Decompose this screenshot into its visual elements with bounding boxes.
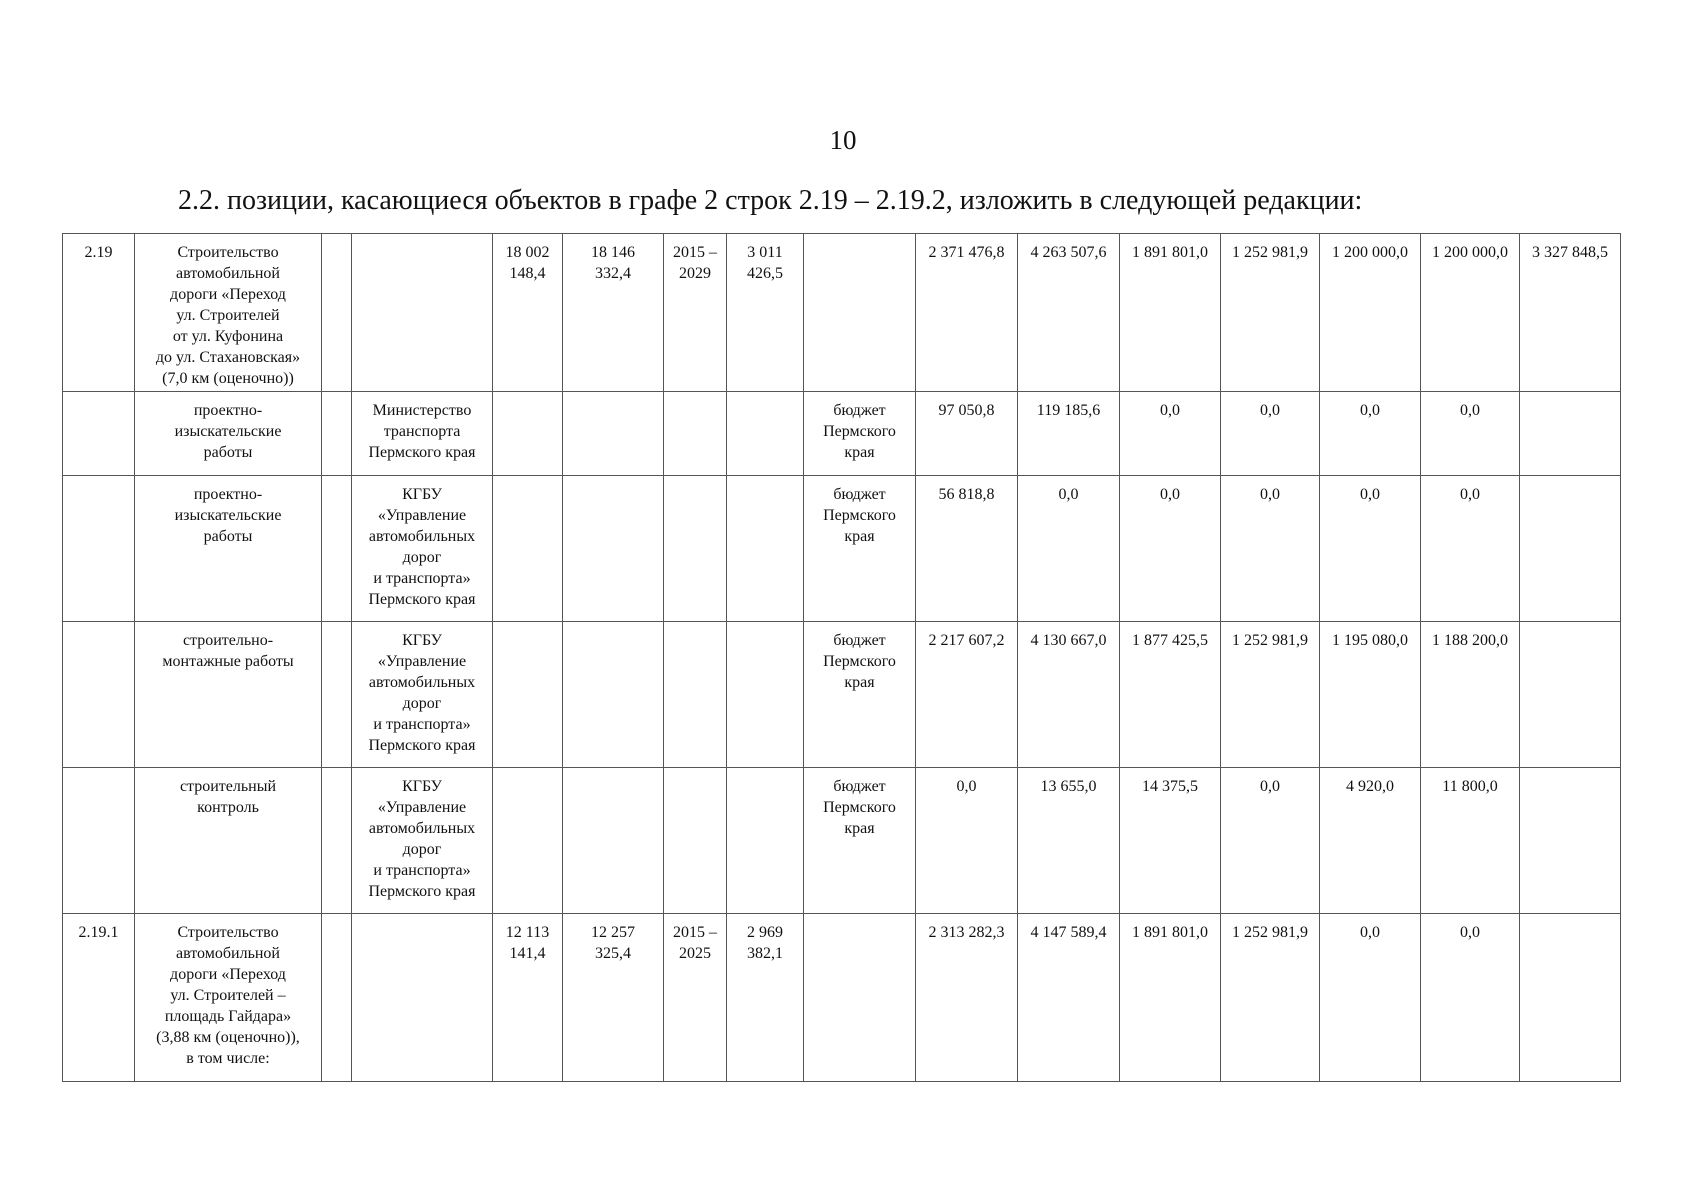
amount-cell-1: 2 217 607,2 bbox=[916, 622, 1018, 768]
object-name-cell bbox=[135, 476, 322, 622]
amount-cell-5: 0,0 bbox=[1320, 392, 1421, 476]
period-cell bbox=[664, 622, 727, 768]
blank-cell bbox=[322, 768, 352, 914]
cell-line: Строительство bbox=[177, 924, 279, 941]
amount-cell-7 bbox=[1520, 622, 1621, 768]
cell-line: дорог bbox=[402, 695, 442, 712]
cell-line: работы bbox=[203, 528, 253, 545]
cell-line: автомобильных bbox=[368, 528, 476, 545]
cell-line: изыскательские bbox=[174, 423, 282, 440]
cell-line: автомобильных bbox=[368, 820, 476, 837]
remaining-cost-cell bbox=[727, 768, 804, 914]
cell-line: контроль bbox=[197, 799, 259, 816]
remaining-cost-cell bbox=[727, 914, 804, 1082]
cell-line: и транспорта» bbox=[373, 862, 471, 879]
total-cost-cell bbox=[563, 622, 664, 768]
total-cost-cell bbox=[563, 476, 664, 622]
period-cell bbox=[664, 392, 727, 476]
blank-cell bbox=[322, 234, 352, 392]
cell-line: 332,4 bbox=[595, 265, 631, 282]
amount-cell-3: 1 877 425,5 bbox=[1120, 622, 1221, 768]
amount-cell-2: 4 263 507,6 bbox=[1018, 234, 1120, 392]
page-number: 10 bbox=[829, 125, 857, 155]
amount-cell-2: 0,0 bbox=[1018, 476, 1120, 622]
cell-line: работы bbox=[203, 444, 253, 461]
object-name-cell bbox=[135, 234, 322, 392]
cell-line: автомобильной bbox=[176, 265, 280, 282]
estimated-cost-cell bbox=[493, 914, 563, 1082]
amount-cell-3: 0,0 bbox=[1120, 392, 1221, 476]
cell-line: Пермского края bbox=[368, 883, 476, 900]
table-row bbox=[63, 768, 1621, 914]
row-number-cell bbox=[63, 476, 135, 622]
cell-line: КГБУ bbox=[402, 778, 442, 795]
cell-line: ул. Строителей – bbox=[170, 987, 286, 1004]
cell-line: «Управление bbox=[377, 799, 467, 816]
cell-line: Пермского bbox=[823, 423, 896, 440]
amount-cell-3: 1 891 801,0 bbox=[1120, 914, 1221, 1082]
cell-line: Пермского bbox=[823, 653, 896, 670]
cell-line: бюджет bbox=[833, 486, 886, 503]
cell-line: Пермского края bbox=[368, 444, 476, 461]
table-row bbox=[63, 234, 1621, 392]
cell-line: изыскательские bbox=[174, 507, 282, 524]
cell-line: Строительство bbox=[177, 244, 279, 261]
cell-line: 18 146 bbox=[591, 244, 635, 261]
table-row bbox=[63, 914, 1621, 1082]
estimated-cost-cell bbox=[493, 392, 563, 476]
funding-source-cell bbox=[804, 768, 916, 914]
amount-cell-1: 0,0 bbox=[916, 768, 1018, 914]
cell-line: 2015 – bbox=[673, 924, 717, 941]
organization-cell bbox=[352, 234, 493, 392]
amount-cell-2: 119 185,6 bbox=[1018, 392, 1120, 476]
funding-source-cell bbox=[804, 234, 916, 392]
amount-cell-5: 1 195 080,0 bbox=[1320, 622, 1421, 768]
funding-source-cell bbox=[804, 622, 916, 768]
total-cost-cell bbox=[563, 768, 664, 914]
program-table bbox=[62, 233, 1621, 1082]
cell-line: дорог bbox=[402, 549, 442, 566]
amount-cell-7 bbox=[1520, 914, 1621, 1082]
cell-line: «Управление bbox=[377, 507, 467, 524]
amount-cell-6: 1 188 200,0 bbox=[1421, 622, 1520, 768]
row-number-cell: 2.19 bbox=[63, 234, 135, 392]
organization-cell bbox=[352, 914, 493, 1082]
cell-line: 148,4 bbox=[509, 265, 546, 282]
cell-line: строительный bbox=[179, 778, 277, 795]
cell-line: края bbox=[844, 444, 875, 461]
cell-line: 382,1 bbox=[747, 945, 783, 962]
cell-line: монтажные работы bbox=[162, 653, 294, 670]
cell-line: строительно- bbox=[182, 632, 274, 649]
cell-line: 325,4 bbox=[595, 945, 631, 962]
amount-cell-1: 97 050,8 bbox=[916, 392, 1018, 476]
cell-line: 141,4 bbox=[509, 945, 546, 962]
organization-cell bbox=[352, 392, 493, 476]
cell-line: КГБУ bbox=[402, 486, 442, 503]
period-cell bbox=[664, 768, 727, 914]
cell-line: «Управление bbox=[377, 653, 467, 670]
amount-cell-2: 4 147 589,4 bbox=[1018, 914, 1120, 1082]
amount-cell-4: 0,0 bbox=[1221, 392, 1320, 476]
total-cost-cell bbox=[563, 392, 664, 476]
object-name-cell bbox=[135, 392, 322, 476]
period-cell bbox=[664, 476, 727, 622]
row-number-cell bbox=[63, 622, 135, 768]
cell-line: края bbox=[844, 528, 875, 545]
object-name-cell bbox=[135, 622, 322, 768]
cell-line: площадь Гайдара» bbox=[164, 1008, 292, 1025]
cell-line: 12 257 bbox=[591, 924, 635, 941]
cell-line: автомобильной bbox=[176, 945, 280, 962]
cell-line: от ул. Куфонина bbox=[172, 328, 284, 345]
amount-cell-7 bbox=[1520, 392, 1621, 476]
funding-source-cell bbox=[804, 914, 916, 1082]
estimated-cost-cell bbox=[493, 234, 563, 392]
cell-line: 2029 bbox=[679, 265, 711, 282]
table-row bbox=[63, 476, 1621, 622]
estimated-cost-cell bbox=[493, 768, 563, 914]
blank-cell bbox=[322, 476, 352, 622]
remaining-cost-cell bbox=[727, 392, 804, 476]
amount-cell-6: 1 200 000,0 bbox=[1421, 234, 1520, 392]
cell-line: 2 969 bbox=[747, 924, 783, 941]
blank-cell bbox=[322, 622, 352, 768]
amount-cell-3: 14 375,5 bbox=[1120, 768, 1221, 914]
amount-cell-1: 2 313 282,3 bbox=[916, 914, 1018, 1082]
cell-line: КГБУ bbox=[402, 632, 442, 649]
cell-line: дорог bbox=[402, 841, 442, 858]
cell-line: 3 011 bbox=[747, 244, 783, 261]
cell-line: края bbox=[844, 820, 875, 837]
amount-cell-1: 56 818,8 bbox=[916, 476, 1018, 622]
amount-cell-6: 0,0 bbox=[1421, 914, 1520, 1082]
amount-cell-4: 1 252 981,9 bbox=[1221, 622, 1320, 768]
amount-cell-5: 4 920,0 bbox=[1320, 768, 1421, 914]
amount-cell-5: 0,0 bbox=[1320, 914, 1421, 1082]
estimated-cost-cell bbox=[493, 622, 563, 768]
amount-cell-4: 1 252 981,9 bbox=[1221, 234, 1320, 392]
cell-line: до ул. Стахановская» bbox=[155, 349, 301, 366]
amount-cell-6: 11 800,0 bbox=[1421, 768, 1520, 914]
organization-cell bbox=[352, 622, 493, 768]
row-number-cell: 2.19.1 bbox=[63, 914, 135, 1082]
table-row bbox=[63, 392, 1621, 476]
cell-line: Пермского края bbox=[368, 591, 476, 608]
object-name-cell bbox=[135, 914, 322, 1082]
cell-line: Пермского края bbox=[368, 737, 476, 754]
amount-cell-4: 1 252 981,9 bbox=[1221, 914, 1320, 1082]
cell-line: и транспорта» bbox=[373, 570, 471, 587]
row-number-cell bbox=[63, 768, 135, 914]
cell-line: Министерство bbox=[372, 402, 472, 419]
organization-cell bbox=[352, 476, 493, 622]
object-name-cell bbox=[135, 768, 322, 914]
cell-line: Пермского bbox=[823, 507, 896, 524]
remaining-cost-cell bbox=[727, 476, 804, 622]
cell-line: 12 113 bbox=[505, 924, 550, 941]
amount-cell-1: 2 371 476,8 bbox=[916, 234, 1018, 392]
cell-line: и транспорта» bbox=[373, 716, 471, 733]
cell-line: проектно- bbox=[193, 486, 263, 503]
cell-line: края bbox=[844, 674, 875, 691]
cell-line: 2025 bbox=[679, 945, 711, 962]
amount-cell-5: 1 200 000,0 bbox=[1320, 234, 1421, 392]
amount-cell-6: 0,0 bbox=[1421, 392, 1520, 476]
cell-line: 18 002 bbox=[505, 244, 550, 261]
cell-line: проектно- bbox=[193, 402, 263, 419]
funding-source-cell bbox=[804, 476, 916, 622]
cell-line: транспорта bbox=[383, 423, 461, 440]
estimated-cost-cell bbox=[493, 476, 563, 622]
cell-line: ул. Строителей bbox=[176, 307, 280, 324]
amount-cell-2: 13 655,0 bbox=[1018, 768, 1120, 914]
total-cost-cell bbox=[563, 234, 664, 392]
amount-cell-3: 1 891 801,0 bbox=[1120, 234, 1221, 392]
amount-cell-7 bbox=[1520, 768, 1621, 914]
blank-cell bbox=[322, 392, 352, 476]
blank-cell bbox=[322, 914, 352, 1082]
period-cell bbox=[664, 914, 727, 1082]
cell-line: Пермского bbox=[823, 799, 896, 816]
table-row bbox=[63, 622, 1621, 768]
cell-line: дороги «Переход bbox=[170, 966, 286, 983]
cell-line: 2015 – bbox=[673, 244, 717, 261]
amount-cell-5: 0,0 bbox=[1320, 476, 1421, 622]
cell-line: бюджет bbox=[833, 632, 886, 649]
amount-cell-7: 3 327 848,5 bbox=[1520, 234, 1621, 392]
cell-line: (7,0 км (оценочно)) bbox=[162, 370, 294, 387]
cell-line: (3,88 км (оценочно)), bbox=[156, 1029, 300, 1046]
remaining-cost-cell bbox=[727, 622, 804, 768]
amount-cell-4: 0,0 bbox=[1221, 476, 1320, 622]
cell-line: дороги «Переход bbox=[170, 286, 286, 303]
period-cell bbox=[664, 234, 727, 392]
amount-cell-2: 4 130 667,0 bbox=[1018, 622, 1120, 768]
cell-line: в том числе: bbox=[186, 1050, 270, 1067]
remaining-cost-cell bbox=[727, 234, 804, 392]
cell-line: автомобильных bbox=[368, 674, 476, 691]
cell-line: бюджет bbox=[833, 402, 886, 419]
total-cost-cell bbox=[563, 914, 664, 1082]
organization-cell bbox=[352, 768, 493, 914]
amount-cell-7 bbox=[1520, 476, 1621, 622]
funding-source-cell bbox=[804, 392, 916, 476]
cell-line: бюджет bbox=[833, 778, 886, 795]
amount-cell-3: 0,0 bbox=[1120, 476, 1221, 622]
section-heading: 2.2. позиции, касающиеся объектов в графе 2 строк 2.19 – 2.19.2, изложить в следующей редакции: bbox=[178, 185, 1363, 216]
row-number-cell bbox=[63, 392, 135, 476]
cell-line: 426,5 bbox=[747, 265, 783, 282]
amount-cell-6: 0,0 bbox=[1421, 476, 1520, 622]
amount-cell-4: 0,0 bbox=[1221, 768, 1320, 914]
